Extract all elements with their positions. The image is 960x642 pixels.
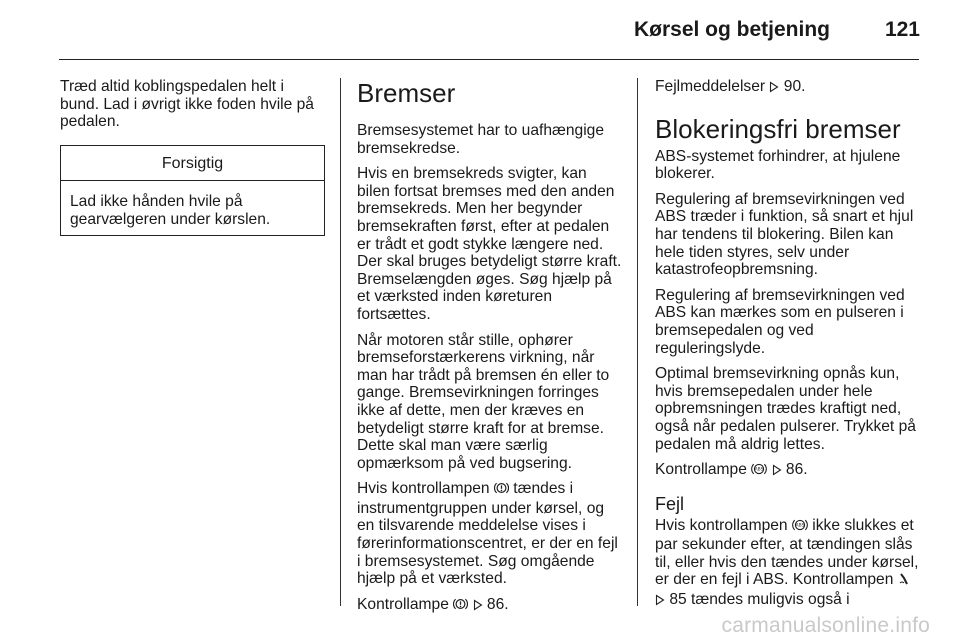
column-3 (655, 78, 922, 619)
svg-text:ABS: ABS (754, 467, 764, 473)
svg-text:ABS: ABS (795, 523, 805, 529)
triangle-reference-icon (473, 598, 483, 616)
clutch-paragraph: Træd altid koblingspedalen helt i bund. Lad i øvrigt ikke foden hvile på pedalen. (60, 78, 314, 131)
header-title: Kørsel og betjening (633, 18, 830, 41)
text: Kontrollampe (655, 461, 747, 479)
skid-icon (898, 572, 910, 591)
paragraph: Regulering af bremsevirkningen ved ABS træder i funktion, så snart et hjul har tendens til blokering. Bilen kan hele tiden styres, selv under katastrofeopbremsning. (655, 190, 914, 279)
text: Fejlmeddelelser (655, 78, 766, 95)
page-number: 121 (884, 18, 920, 41)
paragraph: Hvis en bremsekreds svigter, kan bilen fortsat bremses med den anden bremsekreds. Men her begynder bremsekraften først, efter at pedalen er trådt et godt stykke længere ned. Der skal bruges betydeligt større kraft. Bremselængden øges. Søg hjælp på et værksted inden køreturen fortsættes. (357, 165, 622, 323)
subheading-fault: Fejl (655, 493, 685, 514)
paragraph: Optimal bremsevirkning opnås kun, hvis bremsepedalen under hele opbremsningen trædes kraftigt ned, også når pedalen pulserer. Trykket på pedalen må aldrig lettes. (655, 365, 916, 453)
page-reference: 90. (783, 78, 806, 95)
paragraph: Når motoren står stille, ophører bremseforstærkerens virkning, når man har trådt på bremsen én eller to gange. Bremsevirkningen forringes ikke af dette, men der kræves en betydeligt større kraft for at bremse. Dette skal man være særlig opmærksom på ved bugsering. (357, 331, 610, 472)
text: Hvis kontrollampen (357, 480, 490, 498)
text: Kontrollampe (357, 595, 449, 613)
caution-box (60, 145, 325, 236)
text: tændes i instrumentgruppen under kørsel, og en tilsvarende meddelelse vises i førerinformationscentret, er der en fejl i bremsesystemet. Søg omgående hjælp på et værksted. (357, 480, 618, 588)
page-reference: 86. (486, 595, 509, 613)
column-divider-1 (340, 78, 341, 606)
caution-body: Lad ikke hånden hvile på gearvælgeren under kørslen. (70, 193, 271, 228)
page-reference: 85 tændes muligvis også i (669, 591, 850, 609)
caution-title: Forsigtig (61, 146, 324, 182)
header-divider (59, 59, 919, 60)
column-2 (357, 78, 622, 623)
column-1 (60, 78, 325, 236)
paragraph (655, 461, 922, 481)
paragraph (357, 480, 622, 588)
triangle-reference-icon (655, 593, 665, 611)
paragraph (655, 78, 922, 98)
brake-warning-icon (453, 597, 468, 616)
paragraph: ABS-systemet forhindrer, at hjulene blokerer. (655, 147, 901, 183)
section-heading-brakes: Bremser (357, 78, 456, 108)
column-divider-2 (637, 78, 638, 606)
paragraph (655, 517, 922, 611)
triangle-reference-icon (769, 80, 779, 98)
page-reference: 86. (785, 461, 808, 479)
watermark: carmanualsonline.info (721, 614, 930, 637)
paragraph (357, 596, 622, 616)
section-heading-abs: Blokeringsfri bremser (655, 113, 901, 144)
triangle-reference-icon (772, 463, 782, 481)
abs-icon (751, 462, 767, 481)
text: ikke slukkes et par sekunder efter, at tændingen slås til, eller hvis den tændes under kørsel, er der en fejl i ABS. Kontrollampen (655, 516, 919, 589)
abs-icon (792, 518, 808, 537)
paragraph: Bremsesystemet har to uafhængige bremsekredse. (357, 122, 605, 157)
brake-warning-icon (494, 481, 509, 500)
text: Hvis kontrollampen (655, 516, 788, 534)
paragraph: Regulering af bremsevirkningen ved ABS kan mærkes som en pulseren i bremsepedalen og ved reguleringslyde. (655, 286, 905, 357)
